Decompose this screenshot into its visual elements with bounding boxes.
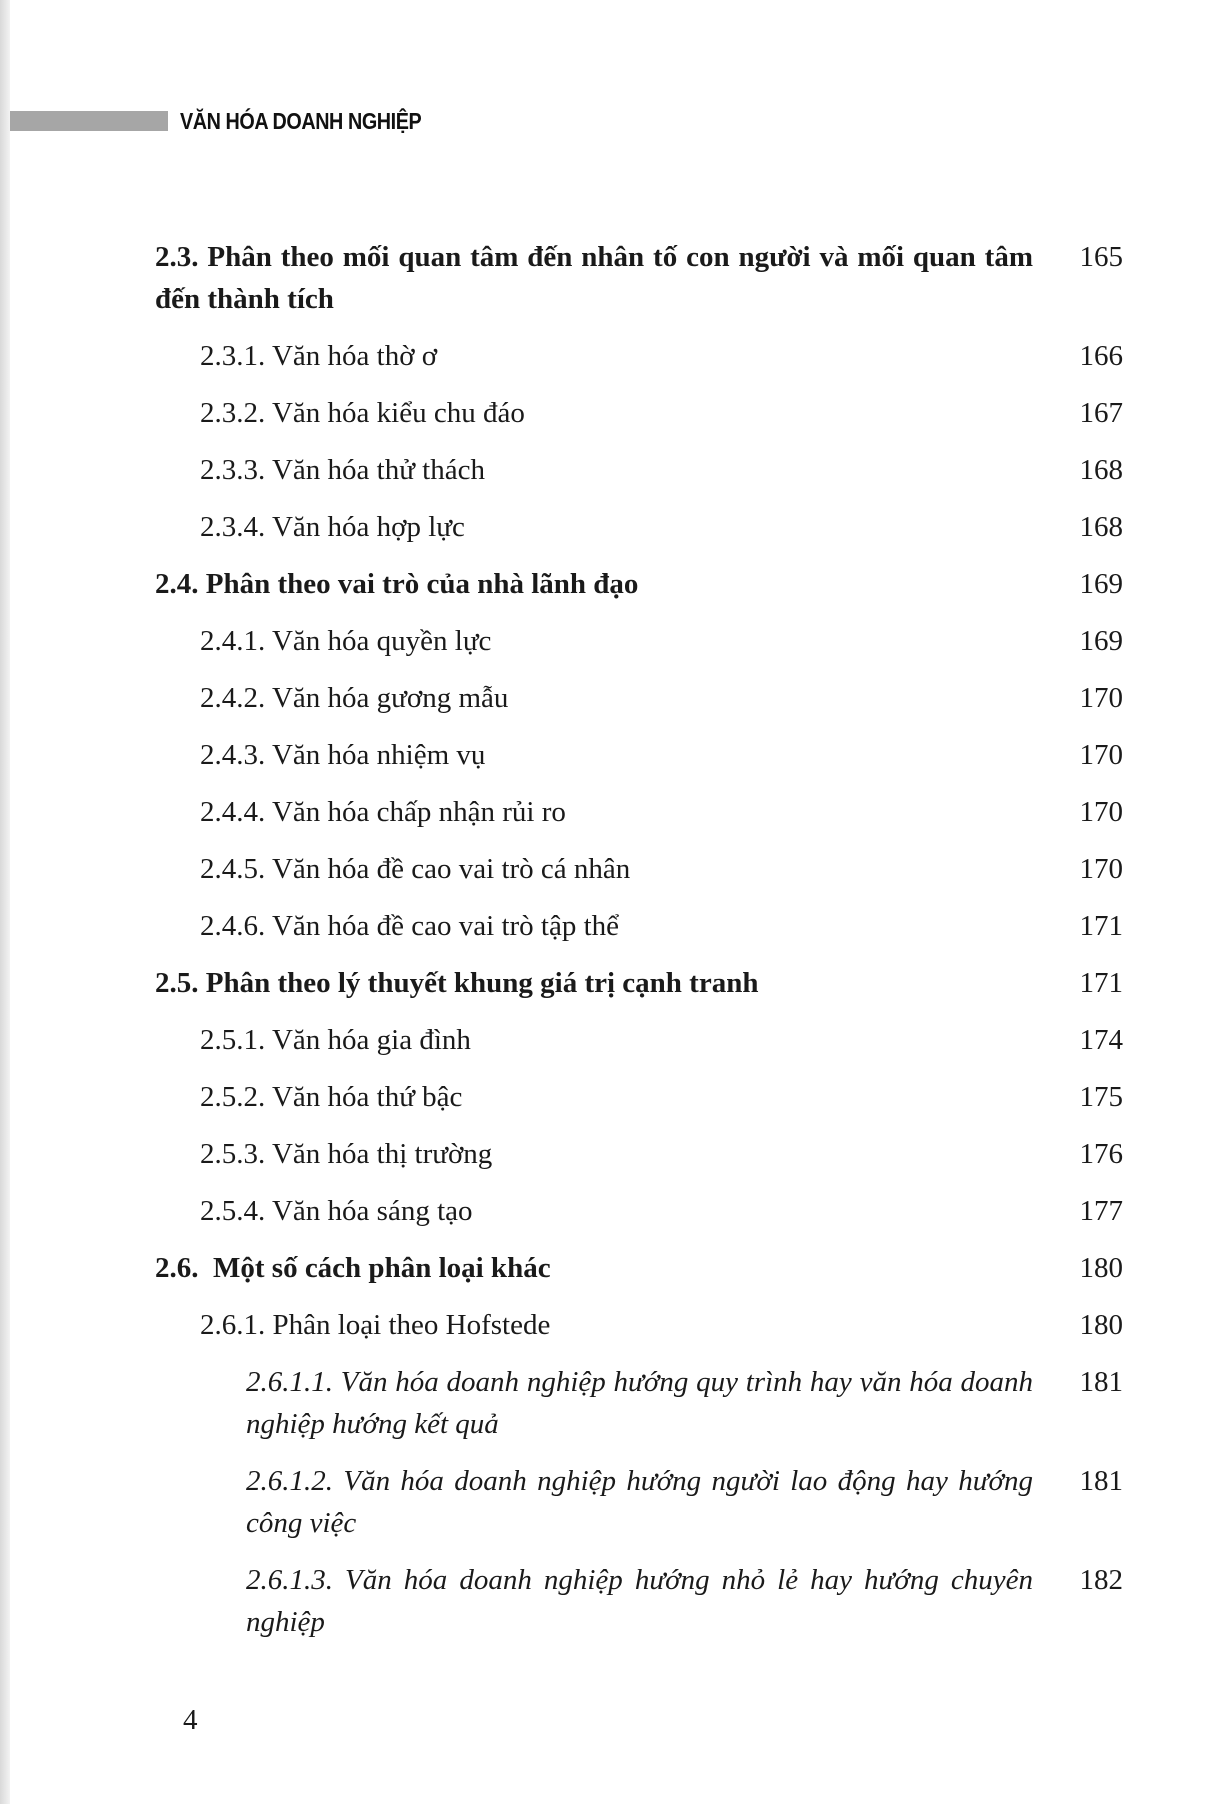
toc-entry bbox=[0, 449, 1213, 491]
toc-entry bbox=[0, 1019, 1213, 1061]
toc-entry-page: 181 bbox=[1079, 1465, 1123, 1497]
toc-entry-title: 2.5.2. Văn hóa thứ bậc bbox=[200, 1081, 463, 1113]
toc-entry-page: 171 bbox=[1079, 910, 1123, 942]
page-number: 4 bbox=[183, 1704, 198, 1736]
toc-entry-page: 170 bbox=[1079, 796, 1123, 828]
toc-entry-title: 2.4.2. Văn hóa gương mẫu bbox=[200, 682, 509, 714]
header-title: VĂN HÓA DOANH NGHIỆP bbox=[180, 107, 422, 134]
toc-entry bbox=[0, 236, 1213, 320]
toc-entry-title: 2.5.3. Văn hóa thị trường bbox=[200, 1138, 493, 1170]
toc-entry bbox=[0, 1559, 1213, 1643]
toc-entry bbox=[0, 962, 1213, 1004]
toc-entry-page: 170 bbox=[1079, 739, 1123, 771]
toc-entry-page: 167 bbox=[1079, 397, 1123, 429]
toc-entry-title: 2.3.1. Văn hóa thờ ơ bbox=[200, 340, 438, 372]
toc-entry-page: 181 bbox=[1079, 1366, 1123, 1398]
toc-entry-title: 2.4.4. Văn hóa chấp nhận rủi ro bbox=[200, 796, 566, 828]
toc-entry-page: 180 bbox=[1079, 1252, 1123, 1284]
toc-entry bbox=[0, 1247, 1213, 1289]
toc-entry-title: 2.4.3. Văn hóa nhiệm vụ bbox=[200, 739, 486, 771]
toc-entry-title: 2.4. Phân theo vai trò của nhà lãnh đạo bbox=[155, 568, 639, 600]
toc-entry bbox=[0, 506, 1213, 548]
toc-entry-title: 2.5. Phân theo lý thuyết khung giá trị cạnh tranh bbox=[155, 967, 759, 999]
toc-entry bbox=[0, 1304, 1213, 1346]
running-header bbox=[10, 108, 461, 134]
toc-entry bbox=[0, 791, 1213, 833]
toc-entry-title: 2.4.6. Văn hóa đề cao vai trò tập thể bbox=[200, 910, 620, 942]
toc-entry-page: 180 bbox=[1079, 1309, 1123, 1341]
toc-entry-page: 168 bbox=[1079, 511, 1123, 543]
header-bar bbox=[10, 111, 168, 131]
toc-entry-title: 2.6.1.1. Văn hóa doanh nghiệp hướng quy trình hay văn hóa doanh nghiệp hướng kết quả bbox=[246, 1366, 1033, 1440]
toc-entry-page: 176 bbox=[1079, 1138, 1123, 1170]
toc-entry bbox=[0, 734, 1213, 776]
toc-entry-page: 165 bbox=[1079, 241, 1123, 273]
toc-entry bbox=[0, 1190, 1213, 1232]
toc-entry-page: 182 bbox=[1079, 1564, 1123, 1596]
toc-entry-page: 169 bbox=[1079, 568, 1123, 600]
toc-entry-title: 2.4.1. Văn hóa quyền lực bbox=[200, 625, 492, 657]
toc-entry-page: 170 bbox=[1079, 682, 1123, 714]
toc-entry-page: 166 bbox=[1079, 340, 1123, 372]
toc-entry bbox=[0, 1361, 1213, 1445]
toc-entry-title: 2.5.1. Văn hóa gia đình bbox=[200, 1024, 471, 1056]
toc-entry-title: 2.5.4. Văn hóa sáng tạo bbox=[200, 1195, 473, 1227]
toc-entry bbox=[0, 563, 1213, 605]
toc-entry-page: 175 bbox=[1079, 1081, 1123, 1113]
toc-entry bbox=[0, 848, 1213, 890]
toc-entry-title: 2.6.1.2. Văn hóa doanh nghiệp hướng người lao động hay hướng công việc bbox=[246, 1465, 1033, 1539]
toc-entry-page: 171 bbox=[1079, 967, 1123, 999]
toc-entry-title: 2.3.4. Văn hóa hợp lực bbox=[200, 511, 465, 543]
toc-entry bbox=[0, 1076, 1213, 1118]
toc-entry bbox=[0, 905, 1213, 947]
table-of-contents bbox=[0, 236, 1213, 1658]
toc-entry bbox=[0, 677, 1213, 719]
toc-entry bbox=[0, 1133, 1213, 1175]
toc-entry-page: 177 bbox=[1079, 1195, 1123, 1227]
toc-entry-page: 168 bbox=[1079, 454, 1123, 486]
toc-entry bbox=[0, 335, 1213, 377]
toc-entry-title: 2.6.1.3. Văn hóa doanh nghiệp hướng nhỏ lẻ hay hướng chuyên nghiệp bbox=[246, 1564, 1033, 1638]
toc-entry bbox=[0, 392, 1213, 434]
toc-entry bbox=[0, 620, 1213, 662]
toc-entry-page: 174 bbox=[1079, 1024, 1123, 1056]
toc-entry-title: 2.6. Một số cách phân loại khác bbox=[155, 1252, 551, 1284]
toc-entry-page: 169 bbox=[1079, 625, 1123, 657]
toc-entry-title: 2.6.1. Phân loại theo Hofstede bbox=[200, 1309, 551, 1341]
toc-entry-title: 2.3. Phân theo mối quan tâm đến nhân tố con người và mối quan tâm đến thành tích bbox=[155, 241, 1033, 315]
toc-entry-title: 2.3.3. Văn hóa thử thách bbox=[200, 454, 485, 486]
toc-entry-title: 2.3.2. Văn hóa kiểu chu đáo bbox=[200, 397, 525, 429]
toc-entry bbox=[0, 1460, 1213, 1544]
toc-entry-title: 2.4.5. Văn hóa đề cao vai trò cá nhân bbox=[200, 853, 631, 885]
toc-entry-page: 170 bbox=[1079, 853, 1123, 885]
